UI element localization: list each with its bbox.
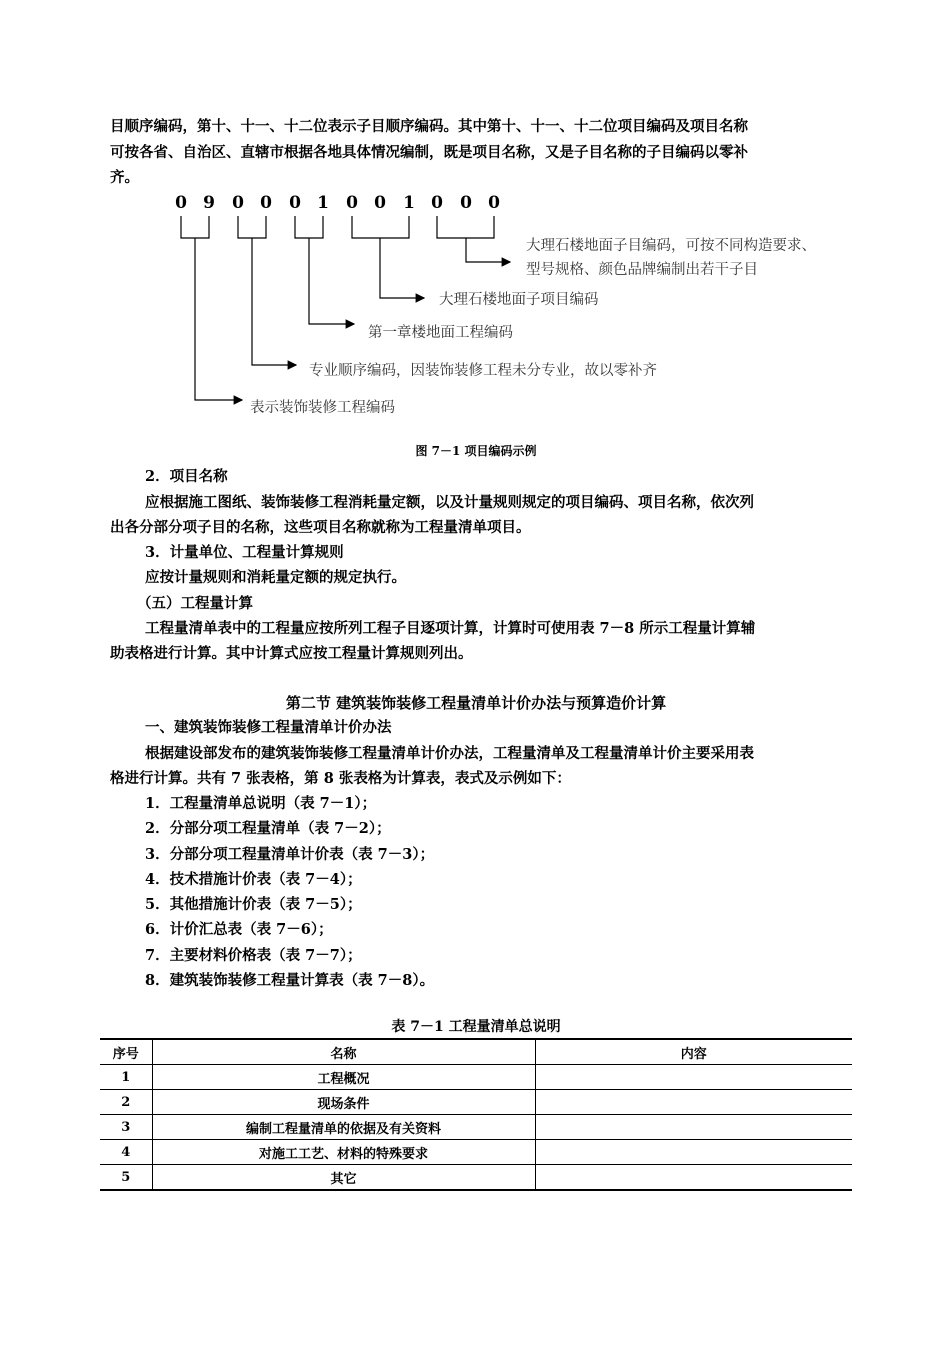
table-row [100, 1065, 852, 1090]
label-sub-item-a: 大理石楼地面子目编码，可按不同构造要求、 [526, 238, 816, 254]
list-item: 3．分部分项工程量清单计价表（表 7－3）； [145, 846, 435, 863]
list-item: 7．主要材料价格表（表 7－7）； [145, 947, 362, 964]
sec5-paragraph-line-2: 助表格进行计算。其中计算式应按工程量计算规则列出。 [110, 645, 473, 662]
part1-paragraph-line-1: 根据建设部发布的建筑装饰装修工程量清单计价办法，工程量清单及工程量清单计价主要采用表 [145, 745, 754, 762]
sec2-paragraph-line-1: 应根据施工图纸、装饰装修工程消耗量定额，以及计量规则规定的项目编码、项目名称，依次列 [145, 494, 754, 511]
row-content [535, 1090, 852, 1115]
table-title: 表 7－1 工程量清单总说明 [391, 1019, 561, 1035]
table-row [100, 1140, 852, 1165]
row-index: 4 [100, 1140, 152, 1165]
row-name: 对施工工艺、材料的特殊要求 [152, 1140, 535, 1165]
table-row [100, 1115, 852, 1140]
table-row [100, 1165, 852, 1191]
row-content [535, 1065, 852, 1090]
intro-line-1: 目顺序编码，第十、十一、十二位表示子目顺序编码。其中第十、十一、十二位项目编码及项目名称 [110, 118, 748, 135]
header-index: 序号 [100, 1039, 152, 1065]
code-digit-11: 0 [460, 193, 472, 213]
row-name: 其它 [152, 1165, 535, 1191]
code-digit-2: 9 [203, 193, 215, 213]
list-item: 2．分部分项工程量清单（表 7－2）； [145, 820, 391, 837]
sec3-paragraph: 应按计量规则和消耗量定额的规定执行。 [145, 569, 406, 586]
header-content: 内容 [535, 1039, 852, 1065]
sec5-paragraph-line-1: 工程量清单表中的工程量应按所列工程子目逐项计算，计算时可使用表 7－8 所示工程量计算辅 [145, 620, 756, 637]
section-heading: 第二节 建筑装饰装修工程量清单计价办法与预算造价计算 [285, 694, 667, 712]
row-content [535, 1140, 852, 1165]
intro-line-2: 可按各省、自治区、直辖市根据各地具体情况编制，既是项目名称，又是子目名称的子目编码以零补 [110, 144, 748, 161]
code-bracket-diagram [0, 0, 952, 420]
sec2-title: 2．项目名称 [145, 468, 228, 485]
sec2-paragraph-line-2: 出各分部分项子目的名称，这些项目名称就称为工程量清单项目。 [110, 519, 531, 536]
header-name: 名称 [152, 1039, 535, 1065]
code-digit-6: 1 [317, 193, 329, 213]
row-content [535, 1115, 852, 1140]
list-item: 1．工程量清单总说明（表 7－1）； [145, 795, 377, 812]
list-item: 4．技术措施计价表（表 7－4）； [145, 871, 362, 888]
part1-paragraph-line-2: 格进行计算。共有 7 张表格，第 8 张表格为计算表，表式及示例如下： [110, 770, 571, 787]
code-digit-1: 0 [175, 193, 187, 213]
label-decoration: 表示装饰装修工程编码 [250, 400, 395, 414]
code-digit-9: 1 [403, 193, 415, 213]
code-digit-12: 0 [488, 193, 500, 213]
code-digit-4: 0 [260, 193, 272, 213]
code-digit-5: 0 [289, 193, 301, 213]
list-item: 8．建筑装饰装修工程量计算表（表 7－8）。 [145, 972, 435, 989]
sec3-title: 3．计量单位、工程量计算规则 [145, 544, 344, 561]
table-header-row [100, 1039, 852, 1065]
code-digit-3: 0 [232, 193, 244, 213]
row-name: 编制工程量清单的依据及有关资料 [152, 1115, 535, 1140]
label-specialty: 专业顺序编码，因装饰装修工程未分专业，故以零补齐 [309, 363, 657, 379]
row-index: 3 [100, 1115, 152, 1140]
label-sub-project: 大理石楼地面子项目编码 [439, 292, 599, 308]
code-digit-7: 0 [346, 193, 358, 213]
row-index: 2 [100, 1090, 152, 1115]
row-index: 1 [100, 1065, 152, 1090]
label-chapter: 第一章楼地面工程编码 [368, 325, 513, 341]
code-digit-10: 0 [431, 193, 443, 213]
row-name: 工程概况 [152, 1065, 535, 1090]
row-name: 现场条件 [152, 1090, 535, 1115]
label-sub-item-b: 型号规格、颜色品牌编制出若干子目 [526, 262, 758, 278]
row-index: 5 [100, 1165, 152, 1191]
sec5-title: （五）工程量计算 [137, 595, 253, 612]
table-row [100, 1090, 852, 1115]
row-content [535, 1165, 852, 1191]
code-digit-8: 0 [374, 193, 386, 213]
list-item: 6．计价汇总表（表 7－6）； [145, 921, 333, 938]
list-item: 5．其他措施计价表（表 7－5）； [145, 896, 362, 913]
intro-line-3: 齐。 [110, 169, 139, 186]
part1-title: 一、建筑装饰装修工程量清单计价办法 [145, 719, 392, 736]
figure-caption: 图 7－1 项目编码示例 [415, 444, 537, 458]
summary-table [100, 1038, 852, 1191]
